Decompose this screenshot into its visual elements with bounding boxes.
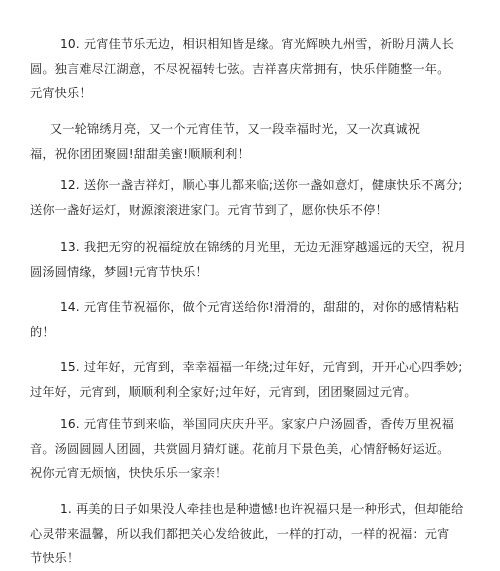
paragraph-1 (30, 497, 480, 571)
text-line: 13. 我把无穷的祝福绽放在锦绣的月光里，无边无涯穿越遥远的天空，祝月 (60, 240, 467, 254)
text-line: 心灵带来温馨，所以我们都把关心发给彼此，一样的打动，一样的祝福：元宵 (30, 526, 450, 541)
text-line: 12. 送你一盏吉祥灯，顺心事儿都来临;送你一盏如意灯，健康快乐不离分; (60, 178, 463, 192)
text-line: 福，祝你团团聚圆!甜甜美蜜!顺顺利利！ (30, 146, 250, 161)
paragraph-11 (30, 117, 480, 166)
text-line: 元宵快乐！ (30, 86, 92, 100)
text-line: 送你一盏好运灯，财源滚滚进家门。元宵节到了，愿你快乐不停！ (30, 202, 388, 217)
paragraph-15 (30, 355, 480, 404)
text-line: 14. 元宵佳节祝福你，做个元宵送给你!滑滑的，甜甜的，对你的感情粘粘 (60, 300, 460, 314)
text-line: 10. 元宵佳节乐无边，相识相知皆是缘。宵光辉映九州雪，祈盼月满人长 (60, 37, 454, 51)
text-line: 圆。独言难尽江湖意，不尽祝福转七弦。吉祥喜庆常拥有，快乐伴随整一年。 (30, 61, 450, 76)
paragraph-14 (30, 295, 480, 344)
paragraph-13 (30, 235, 480, 284)
text-line: 的！ (30, 324, 55, 339)
text-line: 又一轮锦绣月亮，又一个元宵佳节，又一段幸福时光，又一次真诚祝 (50, 122, 421, 136)
paragraph-10 (30, 32, 480, 106)
text-line: 祝你元宵无烦恼，快快乐乐一家亲！ (30, 466, 228, 480)
text-line: 1. 再美的日子如果没人牵挂也是种遗憾!也许祝福只是一种形式，但却能给 (60, 502, 464, 516)
text-line: 过年好，元宵到，顺顺利利全家好;过年好，元宵到，团团聚圆过元宵。 (30, 384, 417, 399)
paragraph-16 (30, 412, 480, 486)
text-line: 节快乐！ (30, 551, 80, 565)
paragraph-12 (30, 173, 480, 222)
text-line: 圆汤圆情缘，梦圆!元宵节快乐！ (30, 264, 208, 279)
text-line: 15. 过年好，元宵到，幸幸福福一年绕;过年好，元宵到，开开心心四季妙; (60, 360, 463, 374)
text-line: 音。汤圆圆圆人团圆，共赏圆月猜灯谜。花前月下景色美，心情舒畅好运近。 (30, 441, 450, 456)
text-line: 16. 元宵佳节到来临，举国同庆庆升平。家家户户汤圆香，香传万里祝福 (60, 417, 454, 431)
